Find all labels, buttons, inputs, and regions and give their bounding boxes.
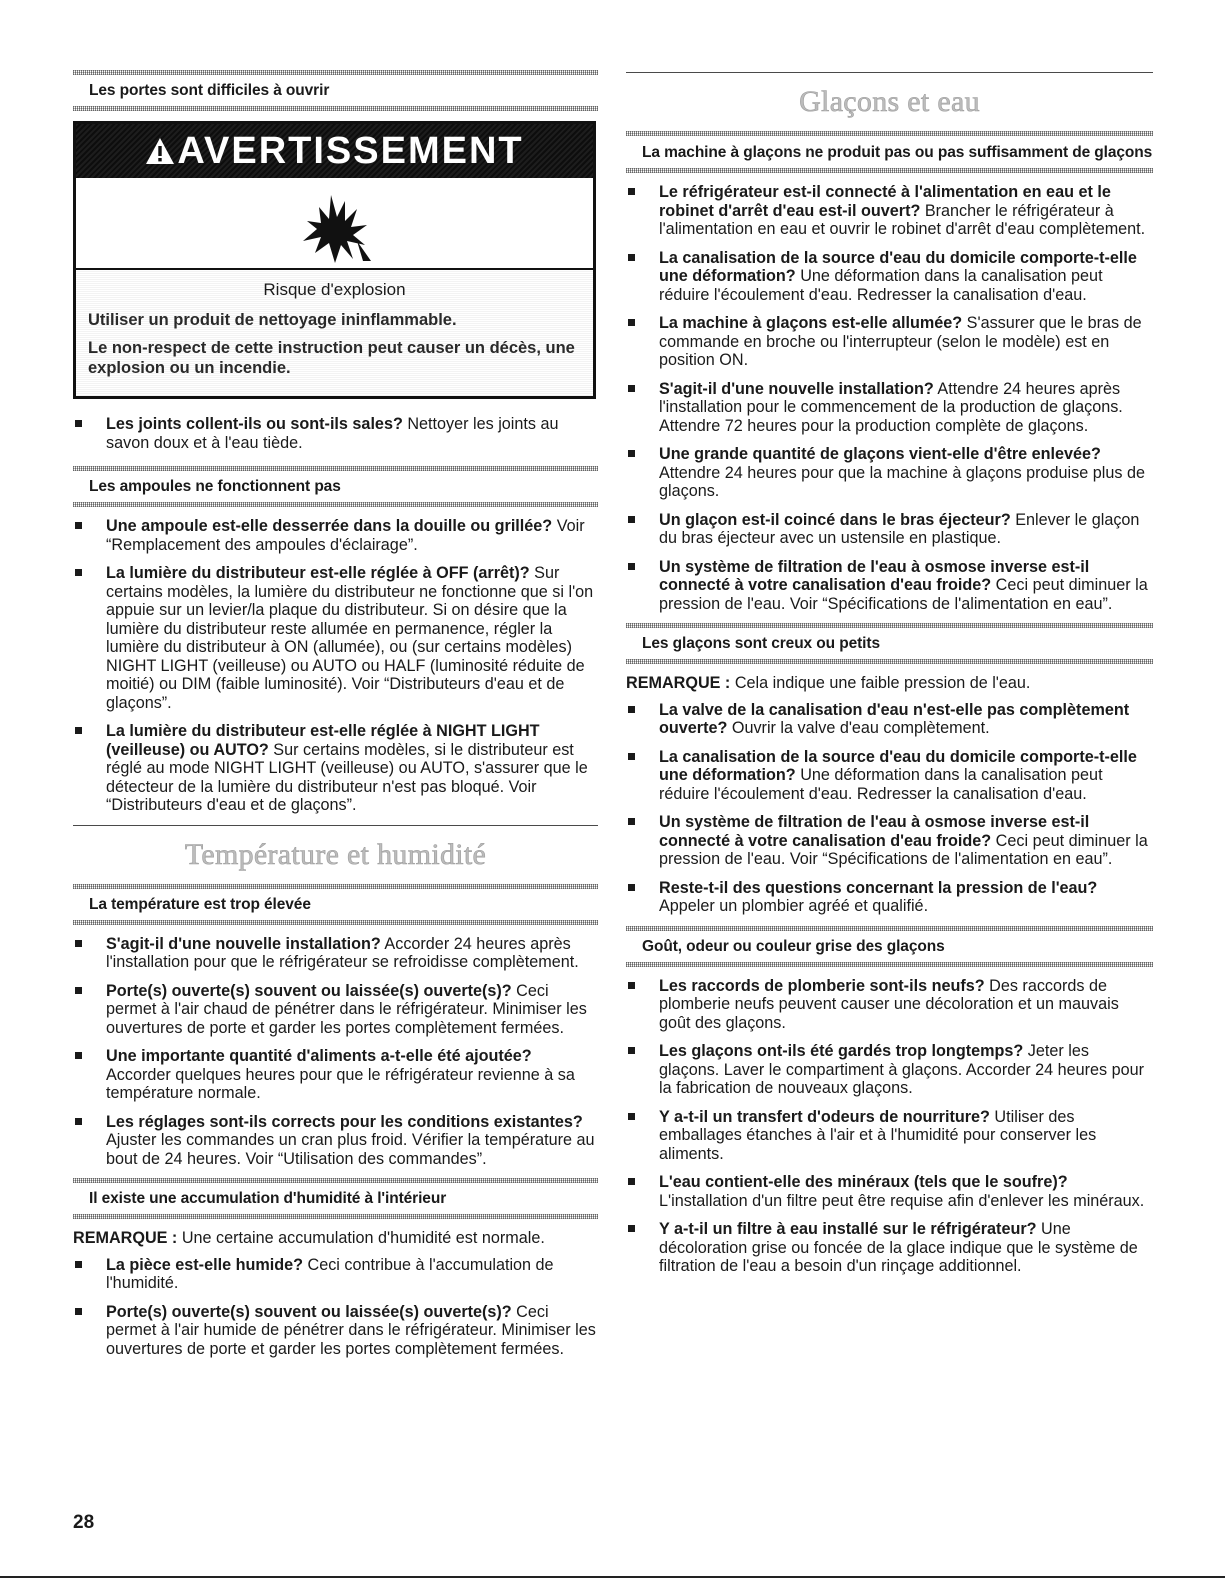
left-column — [73, 70, 598, 1368]
list-item: La valve de la canalisation d'eau n'est-elle pas complètement ouverte? Ouvrir la valve d'eau complètement. — [626, 701, 1153, 738]
dotted-rule — [626, 659, 1153, 664]
subhead-taste — [626, 926, 1153, 967]
section-title-temperature: Température et humidité — [184, 837, 487, 871]
right-column — [626, 70, 1153, 1286]
humid-list — [73, 1256, 598, 1359]
dotted-rule — [626, 962, 1153, 967]
warning-instruction: Utiliser un produit de nettoyage ininflammable. — [88, 311, 457, 329]
list-item: Un système de filtration de l'eau à osmose inverse est-il connecté à votre canalisation d'eau froide? Ceci peut diminuer la pression de l'eau. Voir “Spécifications de l'alimentation en eau”. — [626, 558, 1153, 614]
list-item: Un système de filtration de l'eau à osmose inverse est-il connecté à votre canalisation d'eau froide? Ceci peut diminuer la pression de l'eau. Voir “Spécifications de l'alimentation en eau”. — [626, 813, 1153, 869]
list-item: La machine à glaçons est-elle allumée? S'assurer que le bras de commande en broche ou l'interrupteur (selon le modèle) est en position ON. — [626, 314, 1153, 370]
subhead-bulbs — [73, 466, 598, 507]
dotted-rule — [73, 502, 598, 507]
subhead-temp — [73, 884, 598, 925]
list-item: Porte(s) ouverte(s) souvent ou laissée(s) ouverte(s)? Ceci permet à l'air chaud de pénétrer dans le réfrigérateur. Minimiser les ouvertures de porte et garder les portes complètement fermées. — [73, 982, 598, 1038]
taste-list — [626, 977, 1153, 1276]
dotted-rule — [73, 106, 598, 111]
list-item: Une grande quantité de glaçons vient-elle d'être enlevée? Attendre 24 heures pour que la machine à glaçons produise plus de glaçons. — [626, 445, 1153, 501]
subhead-title: Les portes sont difficiles à ouvrir — [89, 82, 330, 99]
warning-title: AVERTISSEMENT — [177, 129, 524, 172]
page-bottom-rule — [0, 1576, 1225, 1578]
warning-triangle-icon — [145, 137, 175, 165]
list-item: La canalisation de la source d'eau du domicile comporte-t-elle une déformation? Une déformation dans la canalisation peut réduire l'écoulement d'eau. Redresser la canalisation d'eau. — [626, 249, 1153, 305]
list-item: Un glaçon est-il coincé dans le bras éjecteur? Enlever le glaçon du bras éjecteur avec un ustensile en plastique. — [626, 511, 1153, 548]
list-item: Les joints collent-ils ou sont-ils sales? Nettoyer les joints au savon doux et à l'eau tiède. — [73, 415, 598, 452]
list-item: Y a-t-il un transfert d'odeurs de nourriture? Utiliser des emballages étanches à l'air et à l'humidité pour conserver les aliments. — [626, 1108, 1153, 1164]
doors-list — [73, 415, 598, 452]
subhead-title: Il existe une accumulation d'humidité à l'intérieur — [89, 1190, 447, 1207]
hollow-note: REMARQUE : Cela indique une faible pression de l'eau. — [626, 674, 1031, 692]
bulbs-list — [73, 517, 598, 815]
temp-list — [73, 935, 598, 1169]
warning-header — [76, 124, 593, 178]
list-item: Reste-t-il des questions concernant la pression de l'eau? Appeler un plombier agréé et qualifié. — [626, 879, 1153, 916]
explosion-icon-row — [76, 178, 593, 270]
subhead-doors — [73, 70, 598, 111]
list-item: Porte(s) ouverte(s) souvent ou laissée(s) ouverte(s)? Ceci permet à l'air humide de pénétrer dans le réfrigérateur. Minimiser les ouvertures de porte et garder les portes complètement fermées. — [73, 1303, 598, 1359]
warning-box — [73, 121, 596, 399]
list-item: Les réglages sont-ils corrects pour les conditions existantes? Ajuster les commandes un cran plus froid. Vérifier la température au bout de 24 heures. Voir “Utilisation des commandes”. — [73, 1113, 598, 1169]
page-number: 28 — [73, 1512, 95, 1533]
list-item: Les glaçons ont-ils été gardés trop longtemps? Jeter les glaçons. Laver le compartiment à glaçons. Accorder 24 heures pour la fabrication de nouveaux glaçons. — [626, 1042, 1153, 1098]
subhead-title: La température est trop élevée — [89, 895, 311, 913]
explosion-icon — [293, 181, 377, 265]
list-item: L'eau contient-elle des minéraux (tels que le soufre)? L'installation d'un filtre peut être requise afin d'enlever les minéraux. — [626, 1173, 1153, 1210]
list-item: Le réfrigérateur est-il connecté à l'alimentation en eau et le robinet d'arrêt d'eau est-il ouvert? Brancher le réfrigérateur à l'alimentation en eau et ouvrir le robinet d'arrêt d'eau complètement. — [626, 183, 1153, 239]
subhead-title: Les glaçons sont creux ou petits — [642, 635, 880, 652]
section-title-ice: Glaçons et eau — [799, 85, 980, 118]
subhead-title: Les ampoules ne fonctionnent pas — [89, 478, 341, 495]
subhead-title: Goût, odeur ou couleur grise des glaçons — [642, 937, 945, 955]
hollow-list — [626, 701, 1153, 916]
subhead-humid — [73, 1178, 598, 1219]
list-item: La pièce est-elle humide? Ceci contribue à l'accumulation de l'humidité. — [73, 1256, 598, 1293]
warning-body — [76, 270, 593, 396]
list-item: La canalisation de la source d'eau du domicile comporte-t-elle une déformation? Une déformation dans la canalisation peut réduire l'écoulement d'eau. Redresser la canalisation d'eau. — [626, 748, 1153, 804]
list-item: La lumière du distributeur est-elle réglée à NIGHT LIGHT (veilleuse) ou AUTO? Sur certains modèles, si le distributeur est réglé au mode NIGHT LIGHT (veilleuse) ou AUTO, s'assurer que le détecteur de la lumière du distributeur n'est pas bloqué. Voir “Distributeurs d'eau et de glaçons”. — [73, 722, 598, 815]
list-item: Les raccords de plomberie sont-ils neufs? Des raccords de plomberie neufs peuvent causer une décoloration et un mauvais goût des glaçons. — [626, 977, 1153, 1033]
list-item: La lumière du distributeur est-elle réglée à OFF (arrêt)? Sur certains modèles, la lumière du distributeur ne fonctionne que si l'on appuie sur un levier/la plaque du distributeur. Si on désire que la lumière du distributeur reste allumée en permanence, régler la lumière du distributeur à ON (allumée), ou (sur certains modèles) NIGHT LIGHT (veilleuse) ou AUTO ou HALF (luminosité réduite de moitié) ou DIM (faible luminosité). Voir “Distributeurs d'eau et de glaçons”. — [73, 564, 598, 712]
list-item: Une ampoule est-elle desserrée dans la douille ou grillée? Voir “Remplacement des ampoules d'éclairage”. — [73, 517, 598, 554]
subhead-ice-none — [626, 131, 1153, 173]
dotted-rule — [73, 920, 598, 925]
humid-note: REMARQUE : Une certaine accumulation d'humidité est normale. — [73, 1229, 545, 1247]
subhead-title: La machine à glaçons ne produit pas ou pas suffisamment de glaçons — [642, 144, 1153, 161]
list-item: S'agit-il d'une nouvelle installation? Attendre 24 heures après l'installation pour le commencement de la production de glaçons. Attendre 72 heures pour la production complète de glaçons. — [626, 380, 1153, 436]
warning-consequence: Le non-respect de cette instruction peut causer un décès, une explosion ou un incendie. — [88, 339, 575, 377]
list-item: Une importante quantité d'aliments a-t-elle été ajoutée? Accorder quelques heures pour que le réfrigérateur revienne à sa température normale. — [73, 1047, 598, 1103]
subhead-hollow — [626, 623, 1153, 664]
dotted-rule — [626, 168, 1153, 173]
ice-none-list — [626, 183, 1153, 613]
dotted-rule — [73, 1214, 598, 1219]
warning-risk: Risque d'explosion — [263, 280, 406, 299]
list-item: S'agit-il d'une nouvelle installation? Accorder 24 heures après l'installation pour que le réfrigérateur se refroidisse complètement. — [73, 935, 598, 972]
list-item: Y a-t-il un filtre à eau installé sur le réfrigérateur? Une décoloration grise ou foncée de la glace indique que le système de filtration de l'eau a besoin d'un rinçage additionnel. — [626, 1220, 1153, 1276]
